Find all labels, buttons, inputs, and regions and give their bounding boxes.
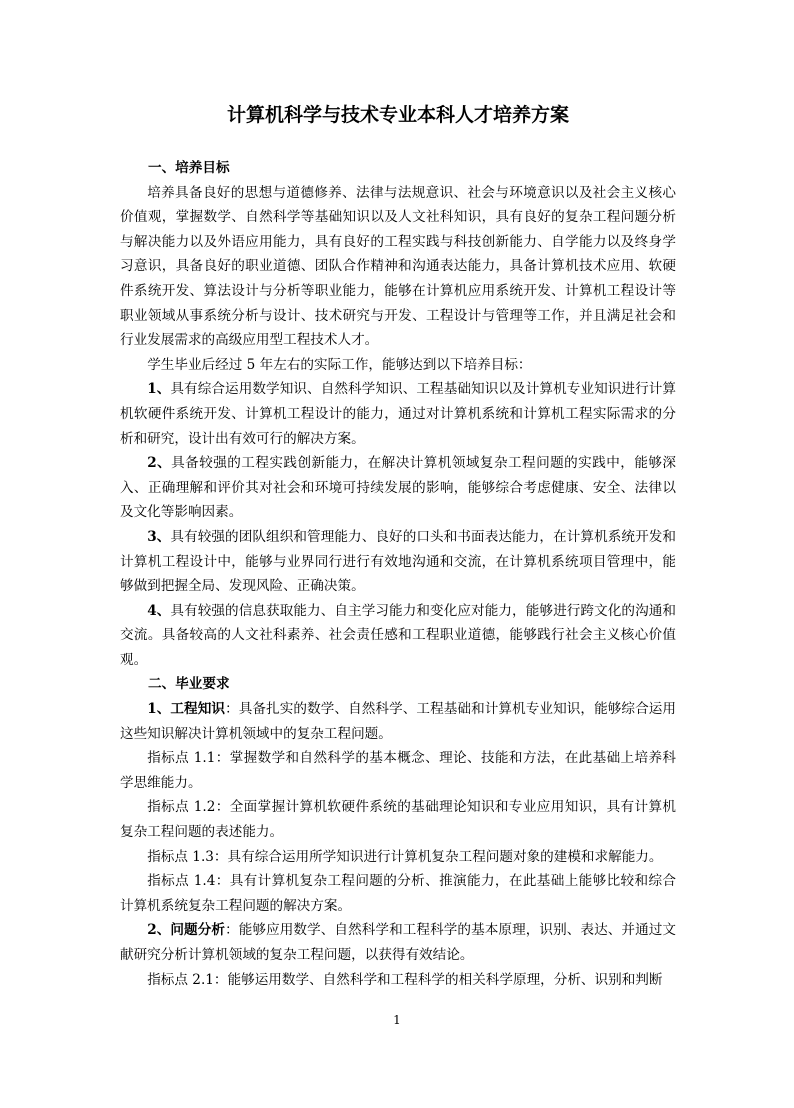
document-title: 计算机科学与技术专业本科人才培养方案	[226, 104, 569, 126]
goal-1-number: 1、	[147, 381, 171, 398]
goal-3-number: 3、	[147, 528, 171, 545]
section-heading-training-goals: 一、培养目标	[148, 160, 230, 176]
document-body	[120, 156, 676, 992]
requirement-1-title: 1、工程知识	[147, 701, 226, 718]
goal-item-2	[120, 451, 676, 525]
indicator-1-1: 指标点 1.1：掌握数学和自然科学的基本概念、理论、技能和方法，在此基础上培养科学思维能力。	[120, 750, 676, 791]
goal-2-text: 具备较强的工程实践创新能力，在解决计算机领域复杂工程问题的实践中，能够深入、正确理解和评价其对社会和环境可持续发展的影响，能够综合考虑健康、安全、法律以及文化等影响因素。	[120, 455, 676, 521]
goal-2-number: 2、	[147, 455, 172, 472]
paragraph-training-goal-summary: 培养具备良好的思想与道德修养、法律与法规意识、社会与环境意识以及社会主义核心价值观，掌握数学、自然科学等基础知识以及人文社科知识，具有良好的复杂工程问题分析与解决能力以及外语应用能力，具有良好的工程实践与科技创新能力、自学能力以及终身学习意识，具备良好的职业道德、团队合作精神和沟通表达能力，具备计算机技术应用、软硬件系统开发、算法设计与分析等职业能力，能够在计算机应用系统开发、计算机工程设计等职业领域从事系统分析与设计、技术研究与开发、工程设计与管理等工作，并且满足社会和行业发展需求的高级应用型工程技术人才。	[120, 184, 676, 349]
goal-item-3	[120, 525, 676, 599]
goal-4-text: 具有较强的信息获取能力、自主学习能力和变化应对能力，能够进行跨文化的沟通和交流。具备较高的人文社科素养、社会责任感和工程职业道德，能够践行社会主义核心价值观。	[120, 602, 676, 668]
requirement-item-1	[120, 697, 676, 746]
requirement-1-text: ：具备扎实的数学、自然科学、工程基础和计算机专业知识，能够综合运用这些知识解决计算机领域中的复杂工程问题。	[120, 701, 676, 742]
goal-4-number: 4、	[147, 602, 171, 619]
requirement-item-2	[120, 918, 676, 967]
requirement-2-text: ：能够应用数学、自然科学和工程科学的基本原理，识别、表达、并通过文献研究分析计算机领域的复杂工程问题，以获得有效结论。	[120, 922, 676, 963]
goal-3-text: 具有较强的团队组织和管理能力、良好的口头和书面表达能力，在计算机系统开发和计算机工程设计中，能够与业界同行进行有效地沟通和交流，在计算机系统项目管理中，能够做到把握全局、发现风险、正确决策。	[120, 528, 676, 595]
goal-item-1	[120, 377, 676, 451]
paragraph-graduate-goals-intro: 学生毕业后经过 5 年左右的实际工作，能够达到以下培养目标：	[147, 356, 532, 373]
section-heading-graduation-requirements: 二、毕业要求	[148, 676, 230, 693]
goal-1-text: 具有综合运用数学知识、自然科学知识、工程基础知识以及计算机专业知识进行计算机软硬件系统开发、计算机工程设计的能力，通过对计算机系统和计算机工程实际需求的分析和研究，设计出有效可行的解决方案。	[120, 381, 676, 447]
requirement-2-title: 2、问题分析	[147, 922, 226, 939]
indicator-1-2: 指标点 1.2：全面掌握计算机软硬件系统的基础理论知识和专业应用知识，具有计算机复杂工程问题的表述能力。	[120, 799, 676, 841]
indicator-2-1: 指标点 2.1：能够运用数学、自然科学和工程科学的相关科学原理，分析、识别和判断	[147, 971, 663, 988]
page-number: 1	[393, 1013, 401, 1027]
goal-item-4	[120, 599, 676, 673]
indicator-1-3: 指标点 1.3：具有综合运用所学知识进行计算机复杂工程问题对象的建模和求解能力。	[147, 848, 663, 865]
indicator-1-4: 指标点 1.4：具有计算机复杂工程问题的分析、推演能力，在此基础上能够比较和综合计算机系统复杂工程问题的解决方案。	[120, 873, 676, 914]
